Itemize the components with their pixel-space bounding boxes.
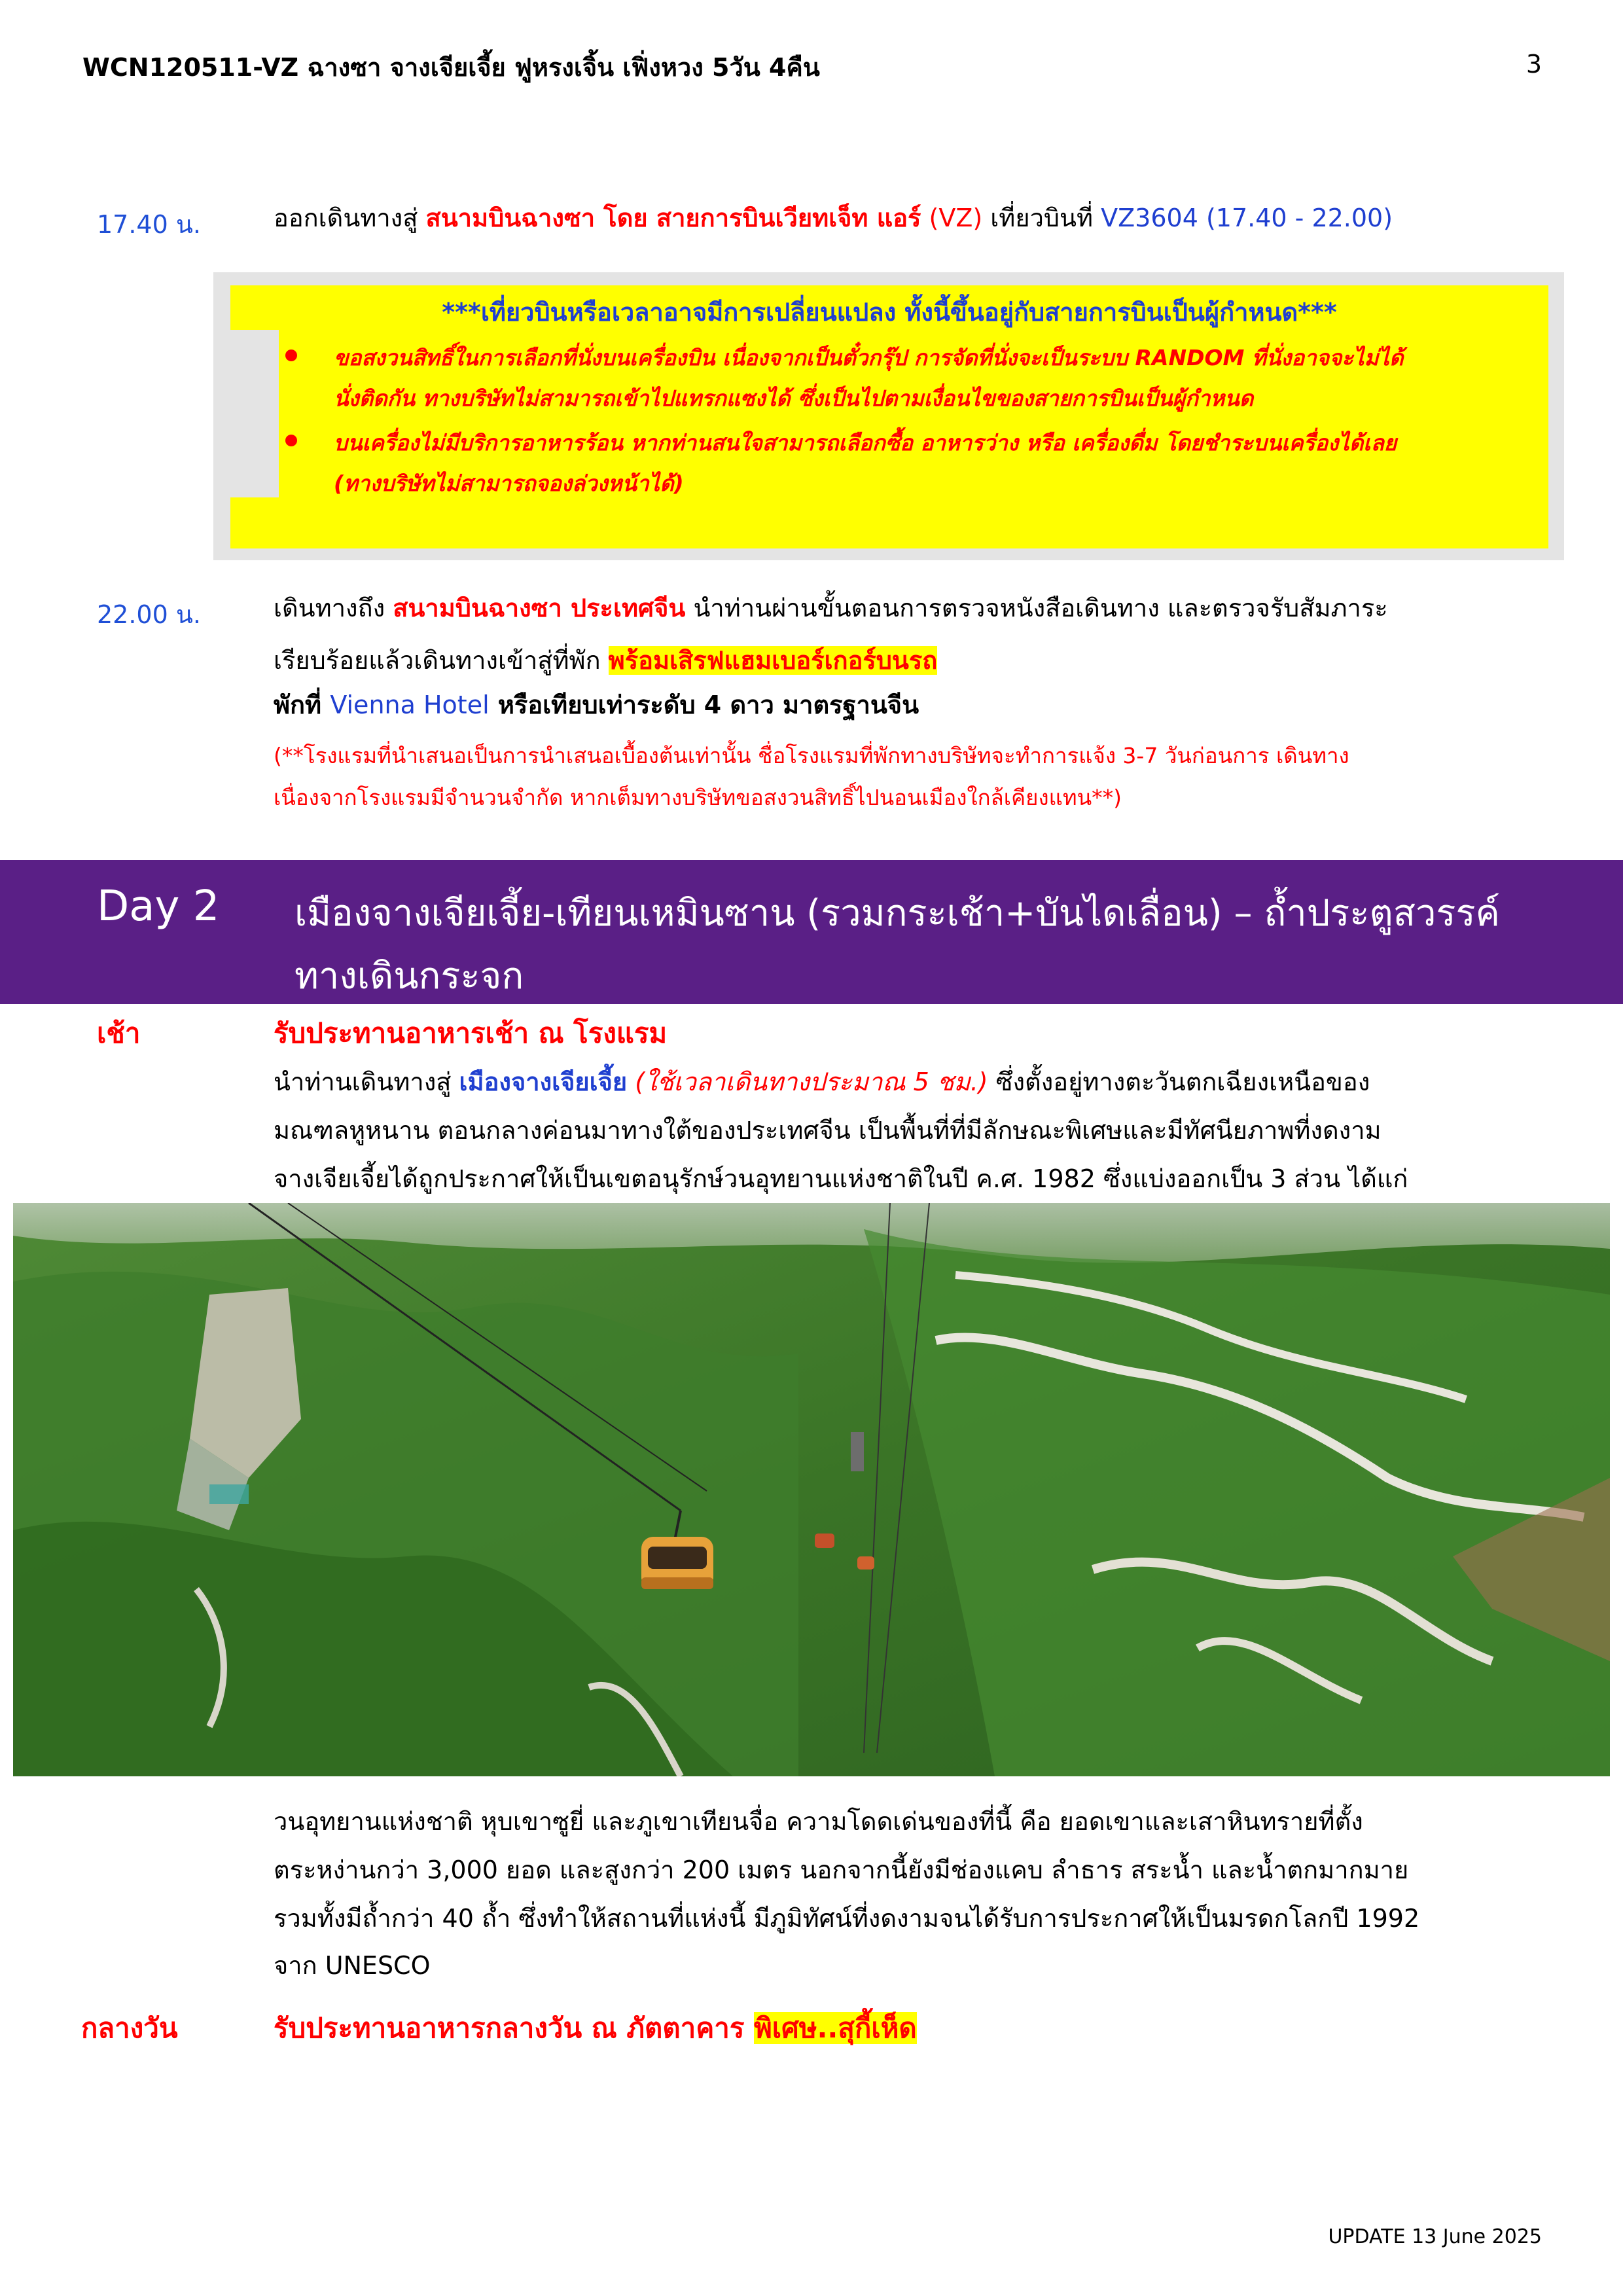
arrival-text: เดินทางถึง (274, 594, 393, 622)
hotel-suffix: หรือเทียบเท่าระดับ 4 ดาว มาตรฐานจีน (489, 691, 919, 719)
morning-text-1: นำท่านเดินทางสู่ (274, 1067, 459, 1096)
travel-duration: (ใช้เวลาเดินทางประมาณ 5 ชม.) (627, 1067, 988, 1096)
hotel-prefix: พักที่ (274, 691, 330, 719)
flight-notice-margin (230, 330, 279, 497)
flight-label: เที่ยวบินที่ (982, 204, 1101, 232)
departure-text: ออกเดินทางสู่ (274, 204, 426, 232)
hotel-line (274, 683, 919, 726)
flight-number: VZ3604 (17.40 - 22.00) (1101, 204, 1393, 232)
flight-notice-title: ***เที่ยวบินหรือเวลาอาจมีการเปลี่ยนแปลง ทั้งนี้ขึ้นอยู่กับสายการบินเป็นผู้กำหนด*** (442, 298, 1337, 327)
morning-paragraph-line-6: รวมทั้งมีถ้ำกว่า 40 ถ้ำ ซึ่งทำให้สถานที่แห่งนี้ มีภูมิทัศน์ที่งดงามจนได้รับการประกาศให้เป็นมรดกโลกปี 1992 (274, 1904, 1420, 1933)
day-title-line-2: ทางเดินกระจก (294, 955, 524, 997)
burger-meal-highlight: พร้อมเสิรฟแฮมเบอร์เกอร์บนรถ (608, 646, 938, 675)
morning-paragraph-line-4: วนอุทยานแห่งชาติ หุบเขาซูยี่ และภูเขาเทียนจื่อ ความโดดเด่นของที่นี้ คือ ยอดเขาและเสาหินทรายที่ตั้ง (274, 1807, 1363, 1836)
arrival-text-2: นำท่านผ่านขั้นตอนการตรวจหนังสือเดินทาง และตรวจรับสัมภาระ (685, 594, 1388, 622)
tianmen-cable-car-photo (13, 1203, 1610, 1776)
time-label-arrival: 22.00 น. (97, 600, 201, 629)
morning-paragraph-line-3: จางเจียเจี้ยได้ถูกประกาศให้เป็นเขตอนุรักษ์วนอุทยานแห่งชาติในปี ค.ศ. 1982 ซึ่งแบ่งออกเป็น 3 ส่วน ได้แก่ (274, 1164, 1408, 1193)
bullet-icon (285, 435, 297, 446)
notice-bullet-1-line-2: นั่งติดกัน ทางบริษัทไม่สามารถเข้าไปแทรกแซงได้ ซึ่งเป็นไปตามเงื่อนไขของสายการบินเป็นผู้กำหนด (334, 386, 1254, 411)
meal-label-lunch: กลางวัน (81, 2012, 178, 2044)
morning-paragraph-line-2: มณฑลหูหนาน ตอนกลางค่อนมาทางใต้ของประเทศจีน เป็นพื้นที่ที่มีลักษณะพิเศษและมีทัศนียภาพที่งดงาม (274, 1116, 1382, 1145)
day-title-line-1: เมืองจางเจียเจี้ย-เทียนเหมินซาน (รวมกระเช้า+บันไดเลื่อน) – ถ้ำประตูสวรรค์ (294, 892, 1501, 935)
notice-bullet-2-line-1: บนเครื่องไม่มีบริการอาหารร้อน หากท่านสนใจสามารถเลือกซื้อ อาหารว่าง หรือ เครื่องดื่ม โดยชำระบนเครื่องได้เลย (334, 430, 1397, 456)
day-number: Day 2 (97, 882, 220, 931)
bullet-icon (285, 350, 297, 361)
arrival-line-1 (274, 586, 1388, 630)
lunch-line (274, 2007, 917, 2050)
hotel-note-line-2: เนื่องจากโรงแรมมีจำนวนจำกัด หากเต็มทางบริษัทขอสงวนสิทธิ์ไปนอนเมืองใกล้เคียงแทน**) (274, 785, 1122, 810)
morning-paragraph-line-7: จาก UNESCO (274, 1951, 431, 1980)
time-label-departure: 17.40 น. (97, 210, 201, 239)
departure-place: สนามบินฉางซา โดย สายการบินเวียทเจ็ท แอร์ (425, 204, 921, 232)
arrival-line-2 (274, 639, 937, 682)
arrival-place: สนามบินฉางซา ประเทศจีน (393, 594, 686, 622)
departure-line (274, 196, 1393, 240)
page-number: 3 (1525, 50, 1542, 79)
city-name: เมืองจางเจียเจี้ย (459, 1067, 628, 1096)
day-2-banner (0, 860, 1623, 1004)
morning-paragraph-line-5: ตระหง่านกว่า 3,000 ยอด และสูงกว่า 200 เมตร นอกจากนี้ยังมีช่องแคบ ลำธาร สระน้ำ และน้ำตกมากมาย (274, 1856, 1409, 1884)
breakfast-text: รับประทานอาหารเช้า ณ โรงแรม (274, 1017, 668, 1049)
footer-update-date: UPDATE 13 June 2025 (1328, 2225, 1542, 2248)
arrival-text-3: เรียบร้อยแล้วเดินทางเข้าสู่ที่พัก (274, 646, 609, 675)
morning-text-2: ซึ่งตั้งอยู่ทางตะวันตกเฉียงเหนือของ (988, 1067, 1370, 1096)
notice-bullet-1-line-1: ขอสงวนสิทธิ์ในการเลือกที่นั่งบนเครื่องบิน เนื่องจากเป็นตั๋วกรุ๊ป การจัดที่นั่งจะเป็นระบบ RANDOM ที่นั่งอาจจะไม่ได้ (334, 345, 1404, 370)
document-header-title: WCN120511-VZ ฉางซา จางเจียเจี้ย ฟูหรงเจิ้น เฟิ่งหวง 5วัน 4คืน (82, 53, 820, 82)
notice-bullet-2-line-2: (ทางบริษัทไม่สามารถจองล่วงหน้าได้) (334, 471, 684, 496)
hotel-note-line-1: (**โรงแรมที่นำเสนอเป็นการนำเสนอเบื้องต้นเท่านั้น ชื่อโรงแรมที่พักทางบริษัทจะทำการแจ้ง 3-7 วันก่อนการ เดินทาง (274, 743, 1349, 768)
lunch-text: รับประทานอาหารกลางวัน ณ ภัตตาคาร (274, 2012, 755, 2044)
morning-paragraph-line-1 (274, 1060, 1370, 1103)
lunch-special-highlight: พิเศษ..สุกี้เห็ด (754, 2012, 917, 2044)
meal-label-morning: เช้า (97, 1017, 141, 1049)
hotel-name: Vienna Hotel (330, 691, 490, 719)
airline-code: (VZ) (921, 204, 983, 232)
